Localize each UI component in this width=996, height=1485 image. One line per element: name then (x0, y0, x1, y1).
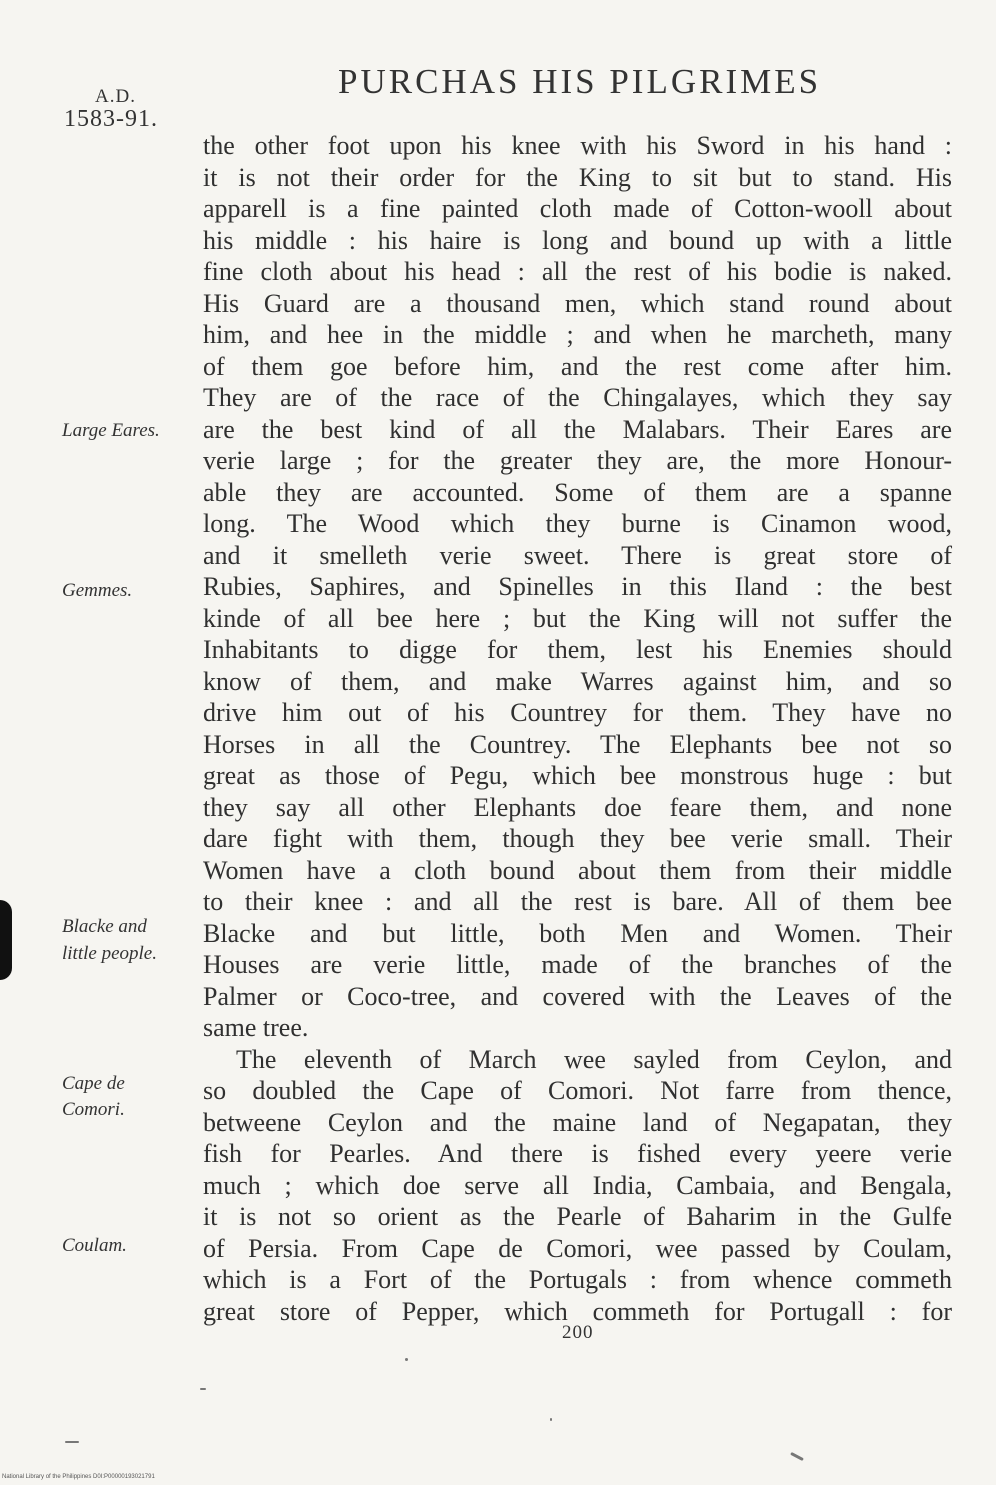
scan-speck (790, 1452, 804, 1461)
text-line: much ; which doe serve all India, Cambaia, and Bengala, (203, 1170, 952, 1200)
text-line: it is not so orient as the Pearle of Baharim in the Gulfe (203, 1202, 952, 1231)
margin-years: 1583-91. (64, 106, 158, 132)
text-line: betweene Ceylon and the maine land of Negapatan, they (203, 1107, 952, 1137)
scan-speck (200, 1388, 206, 1390)
text-line: are the best kind of all the Malabars. Their Eares are (203, 414, 952, 444)
text-line: The eleventh of March wee sayled from Ceylon, and (236, 1044, 952, 1074)
running-title: PURCHAS HIS PILGRIMES (338, 62, 822, 101)
text-line: his middle : his haire is long and bound up with a little (203, 225, 952, 255)
text-line: to their knee : and all the rest is bare. All of them bee (203, 887, 952, 916)
text-line: know of them, and make Warres against him, and so (203, 666, 952, 696)
scan-edge-mark (0, 900, 12, 980)
sidenote-coulam: Coulam. (62, 1235, 127, 1256)
text-line: of them goe before him, and the rest come after him. (203, 351, 952, 381)
text-line: Houses are verie little, made of the branches of the (203, 950, 952, 979)
text-line: They are of the race of the Chingalayes, which they say (203, 383, 952, 412)
text-line: His Guard are a thousand men, which stand round about (203, 288, 952, 318)
body-text (203, 130, 952, 1327)
sidenote-cape-line1: Cape de (62, 1073, 125, 1094)
scan-speck (65, 1441, 79, 1443)
text-line: of Persia. From Cape de Comori, wee passed by Coulam, (203, 1233, 952, 1263)
text-line: Rubies, Saphires, and Spinelles in this Iland : the best (203, 572, 952, 601)
text-line: Inhabitants to digge for them, lest his Enemies should (203, 635, 952, 664)
sidenote-large-eares: Large Eares. (62, 420, 160, 441)
text-line: long. The Wood which they burne is Cinamon wood, (203, 509, 952, 538)
scan-speck (405, 1358, 408, 1361)
text-line: fish for Pearles. And there is fished every yeere verie (203, 1139, 952, 1168)
text-line: same tree. (203, 1013, 309, 1042)
text-line: verie large ; for the greater they are, the more Honour- (203, 446, 952, 475)
text-line: the other foot upon his knee with his Sword in his hand : (203, 131, 952, 160)
text-line: Blacke and but little, both Men and Women. Their (203, 918, 952, 948)
sidenote-gemmes: Gemmes. (62, 580, 133, 601)
text-line: so doubled the Cape of Comori. Not farre from thence, (203, 1076, 952, 1105)
sidenote-blacke-line1: Blacke and (62, 916, 147, 937)
text-line: and it smelleth verie sweet. There is great store of (203, 540, 952, 570)
text-line: fine cloth about his head : all the rest of his bodie is naked. (203, 257, 952, 286)
text-line: apparell is a fine painted cloth made of Cotton-wooll about (203, 194, 952, 223)
text-line: great store of Pepper, which commeth for Portugall : for (203, 1296, 952, 1326)
sidenote-cape-line2: Comori. (62, 1099, 125, 1120)
text-line: Palmer or Coco-tree, and covered with the Leaves of the (203, 981, 952, 1011)
text-line: it is not their order for the King to sit but to stand. His (203, 162, 952, 192)
margin-date-label: A.D. (95, 86, 136, 107)
text-line: which is a Fort of the Portugals : from whence commeth (203, 1265, 952, 1294)
text-line: great as those of Pegu, which bee monstrous huge : but (203, 761, 952, 790)
text-line: kinde of all bee here ; but the King will not suffer the (203, 603, 952, 633)
page-number: 200 (562, 1322, 594, 1343)
sidenote-blacke-line2: little people. (62, 943, 157, 964)
text-line: drive him out of his Countrey for them. They have no (203, 698, 952, 727)
text-line: Women have a cloth bound about them from their middle (203, 855, 952, 885)
scan-credit: National Library of the Philippines D0I:P00000193021791 (2, 1474, 155, 1480)
text-line: dare fight with them, though they bee verie small. Their (203, 824, 952, 853)
text-line: Horses in all the Countrey. The Elephants bee not so (203, 729, 952, 759)
scan-speck (550, 1418, 552, 1421)
text-line: him, and hee in the middle ; and when he marcheth, many (203, 320, 952, 349)
text-line: able they are accounted. Some of them are a spanne (203, 477, 952, 507)
text-line: they say all other Elephants doe feare them, and none (203, 792, 952, 822)
